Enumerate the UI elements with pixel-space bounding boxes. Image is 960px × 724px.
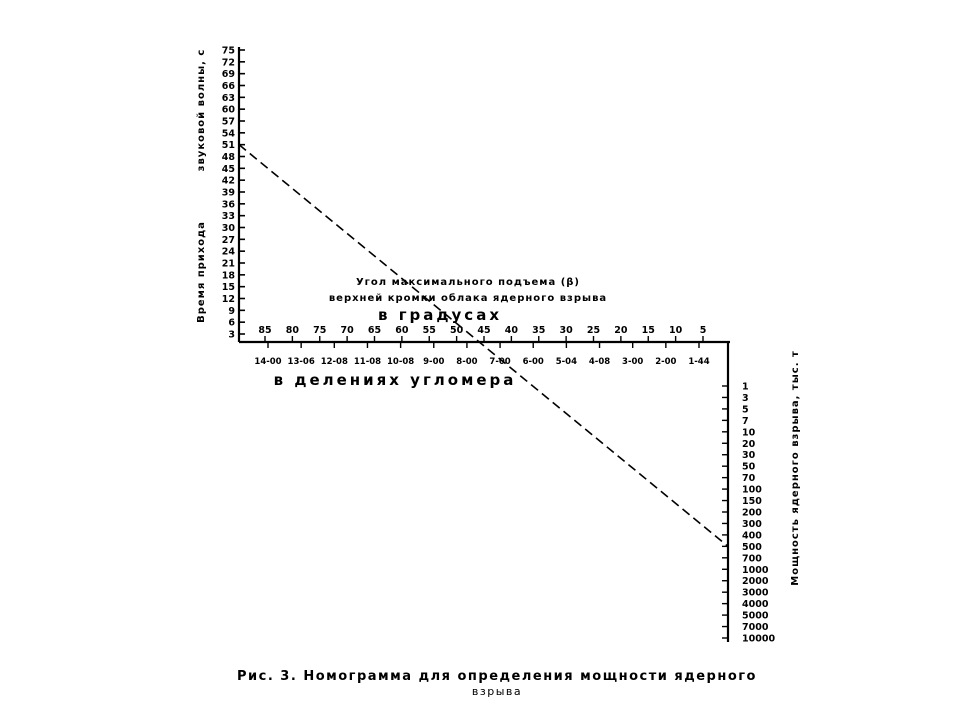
right-axis-tick-label: 3 bbox=[742, 392, 749, 404]
left-axis-tick-label: 42 bbox=[221, 175, 235, 187]
right-axis-tick-label: 2000 bbox=[742, 576, 769, 588]
right-power-axis-ticks bbox=[722, 382, 775, 645]
left-axis-tick-label: 48 bbox=[221, 152, 235, 163]
degree-tick-label: 50 bbox=[450, 325, 464, 336]
degree-tick-label: 5 bbox=[699, 325, 707, 336]
goniometer-tick-label: 2-00 bbox=[655, 357, 677, 367]
right-axis-tick-label: 400 bbox=[742, 530, 762, 542]
degree-tick-label: 65 bbox=[367, 325, 382, 336]
goniometer-tick-label: 8-00 bbox=[456, 357, 478, 367]
left-axis-tick-label: 27 bbox=[221, 234, 235, 246]
degree-tick-label: 20 bbox=[614, 325, 628, 336]
angle-title-line1: Угол максимального подъема (β) bbox=[355, 277, 581, 288]
left-axis-tick-label: 24 bbox=[221, 246, 235, 258]
right-axis-tick-label: 30 bbox=[742, 450, 756, 462]
goniometer-tick-label: 10-08 bbox=[387, 357, 415, 367]
right-axis-tick-label: 4000 bbox=[742, 599, 769, 611]
right-axis-tick-label: 10000 bbox=[742, 633, 776, 645]
goniometer-tick-label: 1-44 bbox=[688, 357, 710, 367]
degree-tick-label: 10 bbox=[669, 325, 683, 336]
left-axis-tick-label: 15 bbox=[221, 282, 235, 294]
left-axis-tick-label: 51 bbox=[221, 140, 235, 152]
degree-tick-label: 75 bbox=[313, 325, 327, 336]
left-axis-title-bottom: Время прихода bbox=[196, 221, 207, 323]
goniometer-tick-label: 4-08 bbox=[588, 357, 611, 367]
left-axis-tick-label: 66 bbox=[221, 81, 235, 92]
angle-goniometer-ticks bbox=[254, 342, 709, 367]
goniometer-tick-label: 14-00 bbox=[254, 357, 282, 367]
figure-caption-line1: Рис. 3. Номограмма для определения мощности ядерного bbox=[237, 669, 757, 684]
left-axis-tick-label: 45 bbox=[221, 163, 235, 175]
right-axis-tick-label: 1000 bbox=[742, 564, 769, 576]
left-axis-tick-label: 3 bbox=[228, 329, 235, 341]
left-axis-tick-label: 30 bbox=[221, 223, 235, 234]
goniometer-tick-label: 13-06 bbox=[287, 357, 315, 367]
goniometer-tick-label: 7-00 bbox=[489, 357, 511, 367]
right-axis-tick-label: 70 bbox=[742, 473, 756, 485]
degree-tick-label: 15 bbox=[641, 325, 655, 336]
left-axis-tick-label: 75 bbox=[221, 45, 235, 57]
degree-tick-label: 30 bbox=[559, 325, 573, 336]
right-axis-tick-label: 200 bbox=[742, 507, 762, 519]
goniometer-tick-label: 5-04 bbox=[555, 357, 578, 367]
degree-tick-label: 85 bbox=[258, 325, 272, 336]
right-axis-tick-label: 1 bbox=[742, 381, 749, 393]
right-axis-tick-label: 5000 bbox=[742, 610, 769, 622]
right-axis-tick-label: 3000 bbox=[742, 587, 769, 599]
figure-caption-line2: взрыва bbox=[471, 685, 523, 698]
goniometer-tick-label: 12-08 bbox=[320, 357, 348, 367]
example-dashed-line bbox=[239, 145, 728, 547]
angle-degrees-units-title: в градусах bbox=[378, 306, 502, 324]
right-axis-tick-label: 7 bbox=[742, 415, 749, 427]
left-axis-tick-label: 21 bbox=[221, 258, 235, 270]
goniometer-tick-label: 6-00 bbox=[522, 357, 544, 367]
degree-tick-label: 45 bbox=[477, 325, 491, 336]
right-axis-tick-label: 150 bbox=[742, 496, 762, 508]
goniometer-tick-label: 3-00 bbox=[622, 357, 644, 367]
left-axis-tick-label: 69 bbox=[221, 69, 235, 81]
left-axis-tick-label: 9 bbox=[228, 305, 235, 317]
angle-title-line2: верхней кромки облака ядерного взрыва bbox=[328, 293, 608, 304]
right-axis-tick-label: 10 bbox=[742, 427, 756, 439]
left-axis-tick-label: 36 bbox=[221, 199, 235, 211]
angle-goniometer-title: в делениях угломера bbox=[273, 371, 517, 389]
left-axis-tick-label: 12 bbox=[221, 294, 235, 305]
right-axis-tick-label: 5 bbox=[742, 404, 749, 416]
degree-tick-label: 80 bbox=[285, 325, 299, 336]
right-axis-title: Мощность ядерного взрыва, тыс. т bbox=[790, 350, 801, 586]
left-axis-tick-label: 6 bbox=[228, 317, 235, 329]
right-axis-tick-label: 20 bbox=[742, 438, 756, 450]
left-axis-title-top: звуковой волны, с bbox=[196, 48, 207, 172]
angle-degree-ticks bbox=[258, 325, 706, 342]
degree-tick-label: 55 bbox=[422, 325, 436, 336]
degree-tick-label: 35 bbox=[532, 325, 546, 336]
left-axis-tick-label: 60 bbox=[221, 104, 235, 116]
left-axis-tick-label: 33 bbox=[221, 211, 235, 223]
right-axis-tick-label: 50 bbox=[742, 461, 756, 473]
degree-tick-label: 25 bbox=[586, 325, 601, 336]
right-axis-tick-label: 500 bbox=[742, 541, 762, 553]
goniometer-tick-label: 11-08 bbox=[353, 357, 382, 367]
right-axis-tick-label: 700 bbox=[742, 553, 762, 565]
left-axis-tick-label: 39 bbox=[221, 187, 235, 199]
left-axis-tick-label: 57 bbox=[221, 116, 235, 128]
left-axis-tick-label: 72 bbox=[221, 57, 235, 69]
degree-tick-label: 60 bbox=[395, 325, 409, 336]
left-axis-tick-label: 63 bbox=[221, 92, 235, 104]
right-axis-tick-label: 100 bbox=[742, 484, 762, 496]
degree-tick-label: 70 bbox=[340, 325, 354, 336]
degree-tick-label: 40 bbox=[504, 325, 518, 336]
right-axis-tick-label: 7000 bbox=[742, 622, 769, 634]
left-axis-tick-label: 18 bbox=[221, 270, 235, 282]
right-axis-tick-label: 300 bbox=[742, 518, 762, 530]
left-axis-tick-label: 54 bbox=[221, 128, 235, 140]
left-time-axis-ticks bbox=[222, 46, 245, 341]
goniometer-tick-label: 9-00 bbox=[423, 357, 445, 367]
